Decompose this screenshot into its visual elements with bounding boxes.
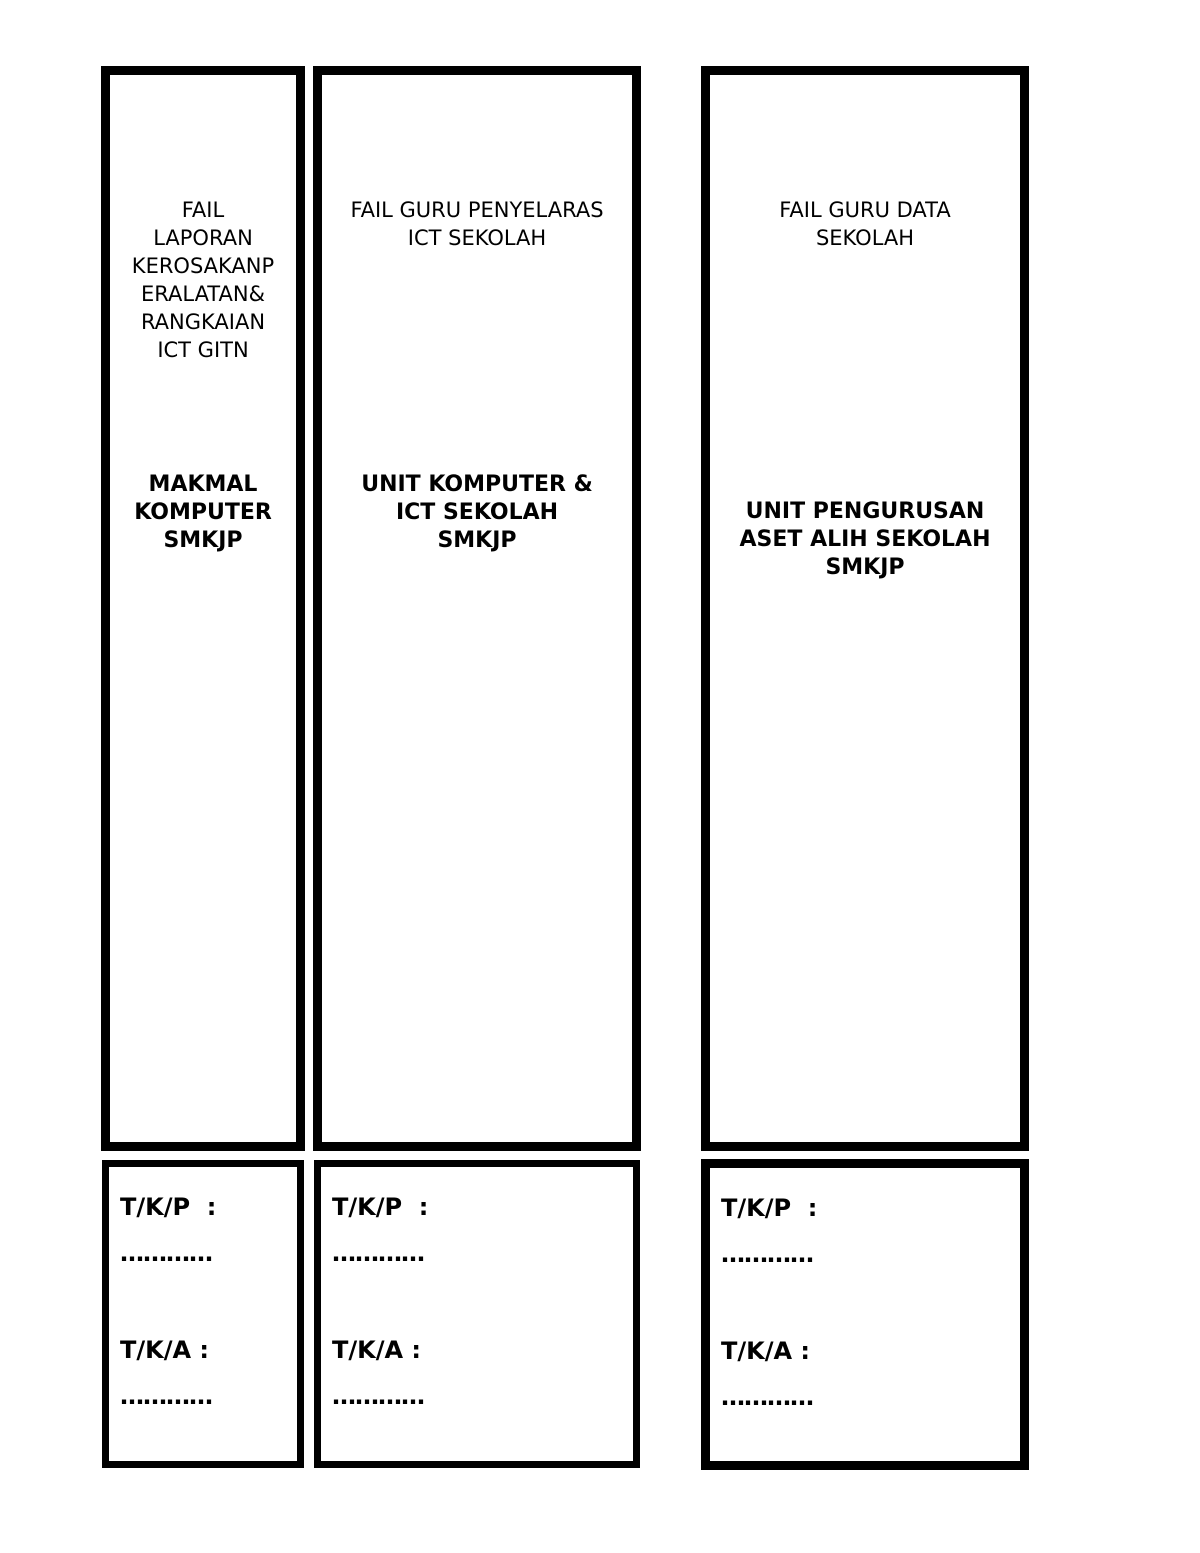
spine-title: MAKMAL KOMPUTER SMKJP bbox=[134, 472, 272, 553]
tka-label: T/K/A : bbox=[120, 1336, 210, 1364]
tkp-value: ………… bbox=[721, 1240, 813, 1268]
tka-value: ………… bbox=[332, 1382, 424, 1410]
tkp-value: ………… bbox=[332, 1239, 424, 1267]
tkp-value: ………… bbox=[120, 1239, 212, 1267]
file-spine-label-2 bbox=[313, 66, 641, 1151]
spine-subtitle: FAIL GURU PENYELARAS ICT SEKOLAH bbox=[350, 198, 604, 250]
tka-value: ………… bbox=[721, 1383, 813, 1411]
file-info-box-2 bbox=[314, 1160, 640, 1468]
spine-title: UNIT KOMPUTER & ICT SEKOLAH SMKJP bbox=[361, 472, 593, 553]
tka-label: T/K/A : bbox=[332, 1336, 422, 1364]
spine-subtitle: FAIL GURU DATA SEKOLAH bbox=[779, 198, 951, 250]
tkp-label: T/K/P : bbox=[721, 1194, 818, 1222]
tkp-label: T/K/P : bbox=[120, 1193, 217, 1221]
tka-value: ………… bbox=[120, 1382, 212, 1410]
tka-label: T/K/A : bbox=[721, 1337, 811, 1365]
spine-subtitle: FAIL LAPORAN KEROSAKANP ERALATAN& RANGKAIAN ICT GITN bbox=[131, 198, 275, 362]
tkp-label: T/K/P : bbox=[332, 1193, 429, 1221]
spine-title: UNIT PENGURUSAN ASET ALIH SEKOLAH SMKJP bbox=[739, 499, 991, 580]
file-spine-label-1 bbox=[101, 66, 305, 1151]
file-info-box-3 bbox=[701, 1159, 1029, 1470]
file-info-box-1 bbox=[102, 1160, 304, 1468]
file-spine-label-3 bbox=[701, 66, 1029, 1151]
